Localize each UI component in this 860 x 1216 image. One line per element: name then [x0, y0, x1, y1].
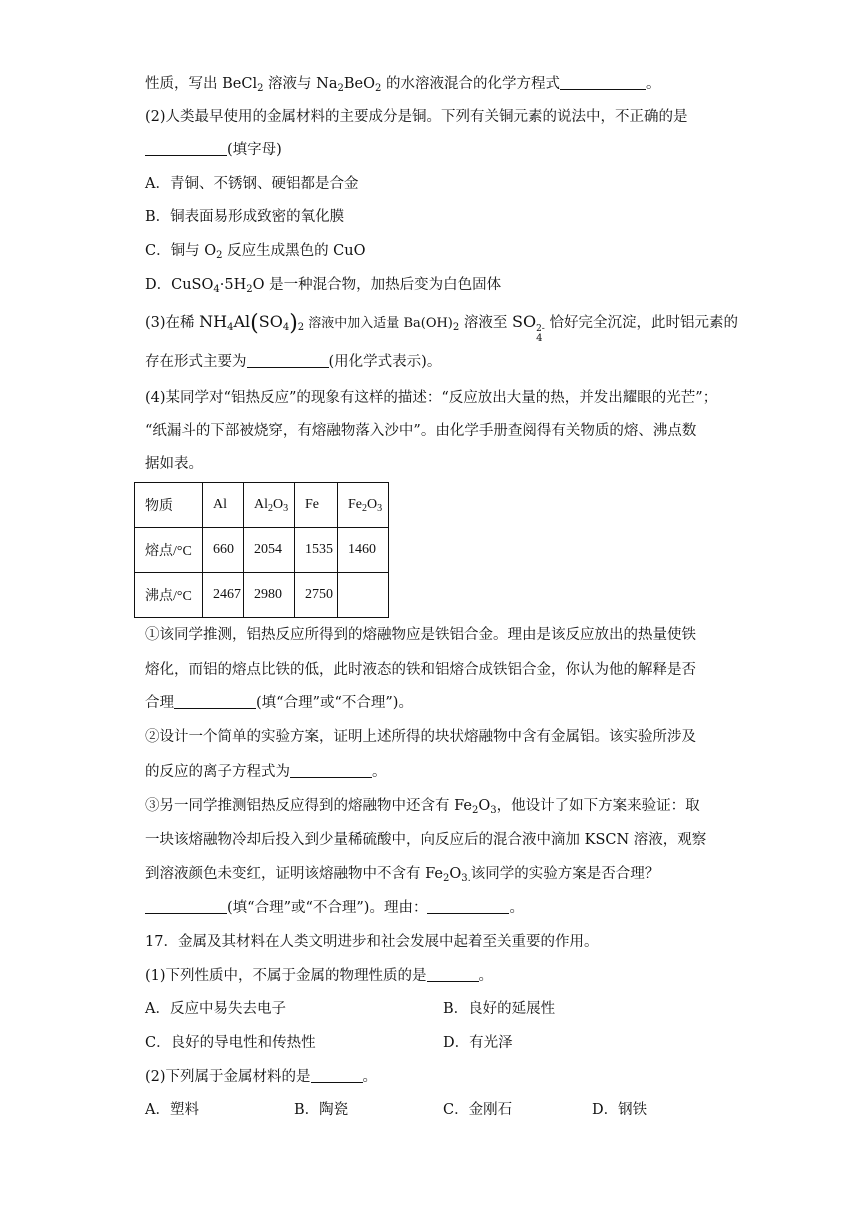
- part-text: 。: [509, 900, 524, 916]
- table-cell: 2750: [295, 573, 338, 618]
- option-text: O 是一种混合物，加热后变为白色固体: [252, 277, 502, 293]
- option-b: B．铜表面易形成致密的氧化膜: [145, 209, 345, 225]
- option-text: D．CuSO: [145, 277, 214, 293]
- part-text: 。: [362, 1069, 378, 1085]
- q17-part1-stem: [145, 966, 493, 986]
- subscript: 4: [536, 333, 543, 344]
- q16-part4-line3: 据如表。: [145, 456, 203, 472]
- intro-text: 性质，写出 BeCl: [145, 76, 258, 92]
- table-cell: 1535: [295, 528, 338, 573]
- table-cell: Al: [203, 483, 244, 528]
- answer-blank[interactable]: [290, 763, 372, 778]
- melting-boiling-table: [134, 482, 389, 618]
- ion-scripts: [536, 325, 545, 343]
- table-cell: $Al_2O_3$: [244, 483, 295, 528]
- intro-text: BeO: [343, 76, 376, 92]
- subscript: 4: [282, 322, 290, 333]
- subscript: 2: [442, 873, 450, 884]
- part-text: 存在形式主要为: [145, 354, 247, 370]
- table-row: [135, 528, 389, 573]
- subscript: 2: [257, 83, 264, 94]
- subscript: 4: [213, 284, 220, 295]
- q17-stem: 17．金属及其材料在人类文明进步和社会发展中起着至关重要的作用。: [145, 934, 599, 950]
- q16-sub1-line3: [145, 693, 413, 713]
- formula-nh4al-so4-2: [199, 311, 305, 336]
- table-cell: 物质: [135, 483, 203, 528]
- subscript: 2: [471, 805, 479, 816]
- part-text: 该同学的实验方案是否合理？: [470, 866, 660, 882]
- option-text: ·5H: [219, 277, 247, 293]
- table-row: [135, 573, 389, 618]
- q16-part3-line1: [145, 312, 738, 343]
- part-text: ，他设计了如下方案来验证：取: [496, 798, 700, 814]
- table-cell: 熔点/°C: [135, 528, 203, 573]
- part-text: 的反应的离子方程式为: [145, 764, 290, 780]
- formula-baoh2: Ba(OH): [403, 316, 453, 331]
- q16-part2-line2: [145, 140, 282, 160]
- formula-part: SO: [258, 312, 283, 331]
- subscript: 2: [452, 322, 460, 333]
- q16-sub2-line2: [145, 762, 387, 782]
- answer-blank[interactable]: [247, 353, 329, 368]
- superscript: 2-: [536, 324, 545, 334]
- q16-part4-line2: “纸漏斗的下部被烧穿，有熔融物落入沙中”。由化学手册查阅得有关物质的熔、沸点数: [145, 423, 697, 439]
- table-cell: 2054: [244, 528, 295, 573]
- subscript: 2: [375, 83, 382, 94]
- option-a: A．反应中易失去电子: [145, 1001, 286, 1017]
- subscript: 2: [337, 83, 344, 94]
- formula-so4: SO: [511, 312, 537, 331]
- punct: 。: [646, 76, 661, 92]
- q16-intro-line: [145, 74, 661, 99]
- part-text: O: [449, 866, 462, 882]
- answer-blank[interactable]: [145, 899, 227, 914]
- table-cell: 1460: [338, 528, 389, 573]
- part-text: O: [478, 798, 491, 814]
- option-c: C．良好的导电性和传热性: [145, 1035, 316, 1051]
- answer-blank[interactable]: [560, 75, 646, 90]
- part-text: (用化学式表示)。: [328, 354, 442, 370]
- option-a: A．塑料: [145, 1102, 199, 1118]
- answer-blank[interactable]: [427, 899, 509, 914]
- part-text: (填“合理”或“不合理”)。理由：: [227, 900, 428, 916]
- part-text: 到溶液颜色未变红，证明该熔融物中不含有 Fe: [145, 866, 443, 882]
- option-d: D．钢铁: [592, 1102, 648, 1118]
- option-a: A．青铜、不锈钢、硬铝都是合金: [145, 176, 359, 192]
- part-text: 溶液中加入适量: [304, 316, 404, 331]
- option-c: [145, 241, 366, 266]
- q16-sub3-line1: [145, 796, 700, 821]
- answer-blank[interactable]: [145, 141, 227, 156]
- q16-part3-line2: [145, 352, 441, 372]
- part-text: 。: [372, 764, 387, 780]
- q16-part2-line1: (2)人类最早使用的金属材料的主要成分是铜。下列有关铜元素的说法中，不正确的是: [145, 109, 688, 125]
- table-cell: Fe: [295, 483, 338, 528]
- table-cell: [338, 573, 389, 618]
- part-text: 恰好完全沉淀，此时铝元素的: [544, 315, 738, 331]
- option-d: D．有光泽: [443, 1035, 513, 1051]
- part-text: 溶液至: [459, 315, 512, 331]
- part-text: (3)在稀: [145, 315, 200, 331]
- subscript: 2: [246, 284, 253, 295]
- part-text: 合理: [145, 695, 174, 711]
- q16-part4-line1: (4)某同学对“铝热反应”的现象有这样的描述：“反应放出大量的热，并发出耀眼的光芒”；: [145, 390, 718, 406]
- q17-part2-stem: [145, 1067, 377, 1087]
- subscript: 3: [490, 805, 497, 816]
- option-text: 反应生成黑色的 CuO: [222, 243, 366, 259]
- option-c: C．金刚石: [443, 1102, 513, 1118]
- q16-sub3-line3: [145, 864, 659, 889]
- q16-sub3-line4: [145, 898, 524, 918]
- q17-p1-row1: [145, 999, 745, 1019]
- paren-open: (: [250, 311, 259, 336]
- formula-part: NH: [199, 312, 228, 331]
- fill-hint: (填字母): [227, 142, 282, 158]
- table-cell: $Fe_2O_3$: [338, 483, 389, 528]
- part-text: (填“合理”或“不合理”)。: [256, 695, 413, 711]
- intro-text: 的水溶液混合的化学方程式: [381, 76, 560, 92]
- subscript: 2: [216, 250, 223, 261]
- q17-p2-row: [145, 1100, 765, 1120]
- paren-close: ): [289, 311, 298, 336]
- part-text: ③另一同学推测铝热反应得到的熔融物中还含有 Fe: [145, 798, 472, 814]
- subscript: 3.: [461, 873, 471, 884]
- answer-blank[interactable]: [311, 1068, 363, 1083]
- part-text: 。: [478, 968, 494, 984]
- q16-sub1-line2: 熔化，而铝的熔点比铁的低，此时液态的铁和铝熔合成铁铝合金，你认为他的解释是否: [145, 662, 696, 678]
- table-cell: 2467: [203, 573, 244, 618]
- option-d: [145, 275, 501, 300]
- part-text: (2)下列属于金属材料的是: [145, 1069, 311, 1085]
- subscript: 4: [227, 322, 234, 333]
- answer-blank[interactable]: [174, 694, 256, 709]
- option-text: C．铜与 O: [145, 243, 217, 259]
- q16-sub3-line2: 一块该熔融物冷却后投入到少量稀硫酸中，向反应后的混合液中滴加 KSCN 溶液，观察: [145, 832, 707, 848]
- option-b: B．陶瓷: [294, 1102, 349, 1118]
- intro-text: 溶液与 Na: [263, 76, 338, 92]
- part-text: (1)下列性质中，不属于金属的物理性质的是: [145, 968, 427, 984]
- table-cell: 2980: [244, 573, 295, 618]
- table-header-row: [135, 483, 389, 528]
- q16-sub2-line1: ②设计一个简单的实验方案，证明上述所得的块状熔融物中含有金属铝。该实验所涉及: [145, 729, 696, 745]
- q16-sub1-line1: ①该同学推测，铝热反应所得到的熔融物应是铁铝合金。理由是该反应放出的热量使铁: [145, 627, 696, 643]
- option-b: B．良好的延展性: [443, 1001, 556, 1017]
- answer-blank[interactable]: [427, 967, 479, 982]
- table-cell: 660: [203, 528, 244, 573]
- formula-part: Al: [233, 312, 251, 331]
- table-cell: 沸点/°C: [135, 573, 203, 618]
- q17-p1-row2: [145, 1033, 745, 1053]
- subscript: 2: [297, 322, 305, 333]
